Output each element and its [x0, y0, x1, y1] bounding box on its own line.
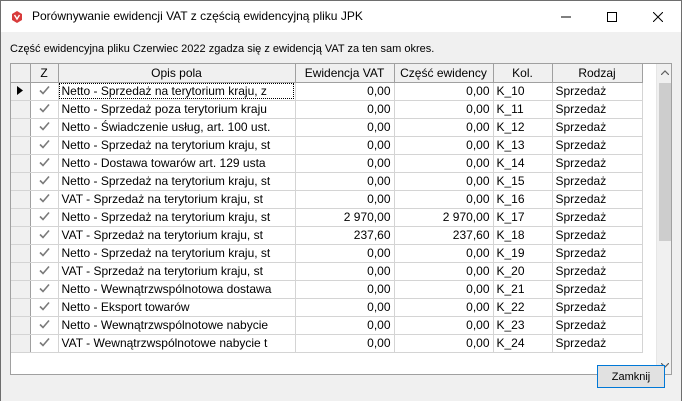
- row-indicator[interactable]: [11, 118, 30, 136]
- row-indicator[interactable]: [11, 244, 30, 262]
- table-row[interactable]: [11, 226, 642, 244]
- checkmark-icon: [39, 103, 50, 113]
- row-kind: Sprzedaż: [552, 226, 642, 244]
- checkmark-icon: [39, 319, 50, 329]
- match-checkmark: [30, 226, 58, 244]
- row-indicator[interactable]: [11, 100, 30, 118]
- row-kind: Sprzedaż: [552, 82, 642, 100]
- column-code: K_13: [493, 136, 552, 154]
- maximize-icon: [607, 12, 617, 22]
- row-kind: Sprzedaż: [552, 100, 642, 118]
- vat-register-value: 0,00: [295, 100, 394, 118]
- jpk-part-value: 2 970,00: [394, 208, 493, 226]
- checkmark-icon: [39, 121, 50, 131]
- row-kind: Sprzedaż: [552, 316, 642, 334]
- row-indicator[interactable]: [11, 316, 30, 334]
- row-indicator[interactable]: [11, 154, 30, 172]
- row-kind: Sprzedaż: [552, 244, 642, 262]
- table-row[interactable]: [11, 82, 642, 100]
- vertical-scrollbar[interactable]: [656, 64, 672, 374]
- row-indicator[interactable]: [11, 190, 30, 208]
- column-code: K_21: [493, 280, 552, 298]
- vat-register-value: 0,00: [295, 280, 394, 298]
- match-checkmark: [30, 316, 58, 334]
- match-checkmark: [30, 208, 58, 226]
- jpk-part-value: 0,00: [394, 136, 493, 154]
- column-code: K_19: [493, 244, 552, 262]
- field-description: Netto - Sprzedaż na terytorium kraju, z: [58, 82, 295, 100]
- table-row[interactable]: [11, 262, 642, 280]
- match-checkmark: [30, 82, 58, 100]
- header-row: [11, 64, 642, 82]
- row-indicator[interactable]: [11, 82, 30, 100]
- jpk-part-value: 0,00: [394, 82, 493, 100]
- field-description: Netto - Świadczenie usług, art. 100 ust.: [58, 118, 295, 136]
- checkmark-icon: [39, 229, 50, 239]
- row-kind: Sprzedaż: [552, 172, 642, 190]
- table-row[interactable]: [11, 298, 642, 316]
- match-checkmark: [30, 244, 58, 262]
- column-header-vat-register[interactable]: Ewidencja VAT: [295, 64, 394, 82]
- table-row[interactable]: [11, 118, 642, 136]
- row-kind: Sprzedaż: [552, 208, 642, 226]
- vat-register-value: 0,00: [295, 298, 394, 316]
- checkmark-icon: [39, 85, 50, 95]
- checkmark-icon: [39, 337, 50, 347]
- scroll-up-button[interactable]: [657, 64, 672, 81]
- row-indicator[interactable]: [11, 136, 30, 154]
- jpk-part-value: 0,00: [394, 154, 493, 172]
- field-description: Netto - Dostawa towarów art. 129 usta: [58, 154, 295, 172]
- vat-register-value: 0,00: [295, 244, 394, 262]
- row-indicator[interactable]: [11, 280, 30, 298]
- chevron-up-icon: [661, 70, 669, 75]
- row-kind: Sprzedaż: [552, 118, 642, 136]
- minimize-button[interactable]: [543, 1, 589, 32]
- maximize-button[interactable]: [589, 1, 635, 32]
- table-row[interactable]: [11, 244, 642, 262]
- checkmark-icon: [39, 139, 50, 149]
- match-checkmark: [30, 190, 58, 208]
- close-button-label: Zamknij: [611, 370, 651, 383]
- table-row[interactable]: [11, 316, 642, 334]
- checkmark-icon: [39, 283, 50, 293]
- window-title: Porównywanie ewidencji VAT z częścią ewidencyjną pliku JPK: [32, 9, 363, 23]
- jpk-part-value: 0,00: [394, 316, 493, 334]
- comparison-table: [11, 64, 643, 353]
- scrollbar-thumb[interactable]: [659, 83, 671, 241]
- vat-register-value: 237,60: [295, 226, 394, 244]
- row-kind: Sprzedaż: [552, 136, 642, 154]
- row-kind: Sprzedaż: [552, 298, 642, 316]
- field-description: VAT - Sprzedaż na terytorium kraju, st: [58, 190, 295, 208]
- row-kind: Sprzedaż: [552, 190, 642, 208]
- column-code: K_22: [493, 298, 552, 316]
- column-code: K_10: [493, 82, 552, 100]
- field-description: VAT - Wewnątrzwspólnotowe nabycie t: [58, 334, 295, 352]
- jpk-part-value: 0,00: [394, 334, 493, 352]
- table-row[interactable]: [11, 172, 642, 190]
- vat-register-value: 0,00: [295, 334, 394, 352]
- match-checkmark: [30, 262, 58, 280]
- field-description: VAT - Sprzedaż na terytorium kraju, st: [58, 262, 295, 280]
- checkmark-icon: [39, 247, 50, 257]
- field-description: Netto - Sprzedaż na terytorium kraju, st: [58, 244, 295, 262]
- jpk-part-value: 0,00: [394, 100, 493, 118]
- match-checkmark: [30, 172, 58, 190]
- comparison-grid[interactable]: [10, 63, 672, 375]
- close-icon: [653, 12, 663, 22]
- table-row[interactable]: [11, 154, 642, 172]
- current-row-arrow-icon: [17, 86, 23, 95]
- field-description: Netto - Wewnątrzwspólnotowe nabycie: [58, 316, 295, 334]
- row-kind: Sprzedaż: [552, 154, 642, 172]
- table-row[interactable]: [11, 280, 642, 298]
- row-indicator[interactable]: [11, 334, 30, 352]
- field-description: VAT - Sprzedaż na terytorium kraju, st: [58, 226, 295, 244]
- column-code: K_24: [493, 334, 552, 352]
- jpk-part-value: 0,00: [394, 172, 493, 190]
- vat-register-value: 2 970,00: [295, 208, 394, 226]
- row-kind: Sprzedaż: [552, 334, 642, 352]
- column-header-description[interactable]: Opis pola: [58, 64, 295, 82]
- jpk-part-value: 0,00: [394, 262, 493, 280]
- match-checkmark: [30, 136, 58, 154]
- column-code: K_20: [493, 262, 552, 280]
- column-code: K_16: [493, 190, 552, 208]
- match-checkmark: [30, 118, 58, 136]
- match-checkmark: [30, 154, 58, 172]
- row-kind: Sprzedaż: [552, 262, 642, 280]
- vat-register-value: 0,00: [295, 154, 394, 172]
- vat-register-value: 0,00: [295, 82, 394, 100]
- column-code: K_11: [493, 100, 552, 118]
- column-code: K_17: [493, 208, 552, 226]
- close-button[interactable]: [597, 365, 665, 388]
- jpk-part-value: 0,00: [394, 244, 493, 262]
- row-indicator[interactable]: [11, 298, 30, 316]
- row-indicator-header: [11, 64, 30, 82]
- title-bar[interactable]: [1, 1, 681, 32]
- column-header-jpk-part[interactable]: Część ewidency: [394, 64, 493, 82]
- jpk-part-value: 0,00: [394, 118, 493, 136]
- column-code: K_14: [493, 154, 552, 172]
- column-header-kind[interactable]: Rodzaj: [552, 64, 642, 82]
- row-indicator[interactable]: [11, 226, 30, 244]
- vat-register-value: 0,00: [295, 136, 394, 154]
- row-indicator[interactable]: [11, 208, 30, 226]
- table-row[interactable]: [11, 100, 642, 118]
- column-code: K_18: [493, 226, 552, 244]
- table-row[interactable]: [11, 334, 642, 352]
- vat-register-value: 0,00: [295, 118, 394, 136]
- vat-register-value: 0,00: [295, 316, 394, 334]
- column-header-z[interactable]: Z: [30, 64, 58, 82]
- match-checkmark: [30, 100, 58, 118]
- match-checkmark: [30, 298, 58, 316]
- jpk-part-value: 0,00: [394, 190, 493, 208]
- jpk-part-value: 0,00: [394, 280, 493, 298]
- row-indicator[interactable]: [11, 262, 30, 280]
- column-code: K_23: [493, 316, 552, 334]
- column-code: K_15: [493, 172, 552, 190]
- checkmark-icon: [39, 301, 50, 311]
- row-kind: Sprzedaż: [552, 280, 642, 298]
- checkmark-icon: [39, 175, 50, 185]
- match-checkmark: [30, 280, 58, 298]
- column-code: K_12: [493, 118, 552, 136]
- vat-register-value: 0,00: [295, 262, 394, 280]
- app-logo-icon: [10, 10, 24, 24]
- table-row[interactable]: [11, 208, 642, 226]
- field-description: Netto - Wewnątrzwspólnotowa dostawa: [58, 280, 295, 298]
- comparison-message: Część ewidencyjna pliku Czerwiec 2022 zgadza się z ewidencją VAT za ten sam okres.: [10, 43, 435, 55]
- vat-register-value: 0,00: [295, 172, 394, 190]
- checkmark-icon: [39, 265, 50, 275]
- checkmark-icon: [39, 193, 50, 203]
- minimize-icon: [561, 12, 571, 22]
- row-indicator[interactable]: [11, 172, 30, 190]
- checkmark-icon: [39, 211, 50, 221]
- vat-register-value: 0,00: [295, 190, 394, 208]
- table-row[interactable]: [11, 136, 642, 154]
- match-checkmark: [30, 334, 58, 352]
- checkmark-icon: [39, 157, 50, 167]
- table-row[interactable]: [11, 190, 642, 208]
- field-description: Netto - Sprzedaż na terytorium kraju, st: [58, 136, 295, 154]
- field-description: Netto - Sprzedaż na terytorium kraju, st: [58, 208, 295, 226]
- field-description: Netto - Sprzedaż na terytorium kraju, st: [58, 172, 295, 190]
- field-description: Netto - Eksport towarów: [58, 298, 295, 316]
- jpk-part-value: 237,60: [394, 226, 493, 244]
- dialog-content: [1, 32, 681, 401]
- column-header-col[interactable]: Kol.: [493, 64, 552, 82]
- field-description: Netto - Sprzedaż poza terytorium kraju: [58, 100, 295, 118]
- window-close-button[interactable]: [635, 1, 681, 32]
- jpk-part-value: 0,00: [394, 298, 493, 316]
